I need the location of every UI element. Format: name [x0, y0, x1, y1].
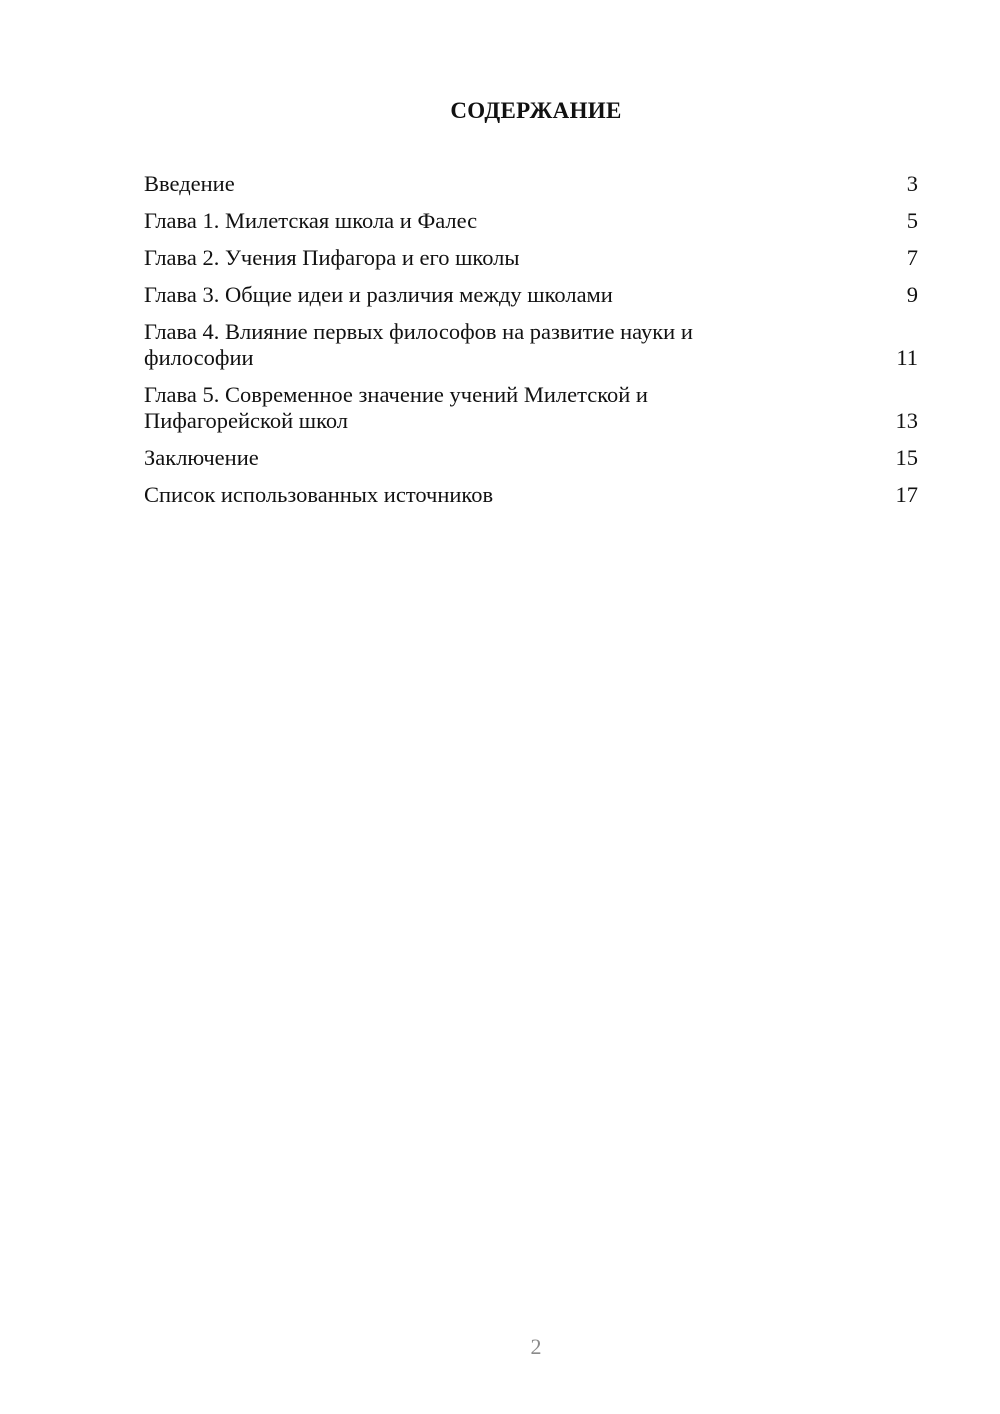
toc-entry-page: 11	[896, 345, 918, 370]
toc-entry-chapter-4	[144, 319, 918, 371]
toc-entry-introduction	[144, 171, 918, 197]
toc-entry-text: Глава 3. Общие идеи и различия между школами	[144, 282, 613, 307]
page-number: 2	[530, 1334, 542, 1359]
toc-title: СОДЕРЖАНИЕ	[450, 98, 622, 123]
toc-entry-chapter-2	[144, 245, 918, 271]
toc-list	[144, 171, 918, 519]
toc-entry-text: Введение	[144, 171, 235, 196]
toc-entry-page: 5	[906, 208, 918, 233]
toc-entry-page: 3	[906, 171, 918, 196]
toc-entry-text: Глава 1. Милетская школа и Фалес	[144, 208, 478, 233]
toc-entry-chapter-3	[144, 282, 918, 308]
toc-entry-chapter-5	[144, 382, 918, 434]
toc-entry-references	[144, 482, 918, 508]
toc-entry-page: 9	[906, 282, 918, 307]
toc-entry-chapter-1	[144, 208, 918, 234]
toc-entry-text: Список использованных источников	[144, 482, 494, 507]
toc-entry-page: 15	[895, 445, 918, 470]
toc-entry-page: 13	[895, 408, 918, 433]
toc-entry-text: Заключение	[144, 445, 259, 470]
toc-entry-text: Глава 5. Современное значение учений Милетской и Пифагорейской школ	[144, 382, 648, 433]
toc-entry-conclusion	[144, 445, 918, 471]
toc-entry-text: Глава 4. Влияние первых философов на развитие науки и философии	[144, 319, 693, 370]
toc-entry-page: 7	[906, 245, 918, 270]
toc-entry-page: 17	[895, 482, 918, 507]
toc-entry-text: Глава 2. Учения Пифагора и его школы	[144, 245, 520, 270]
